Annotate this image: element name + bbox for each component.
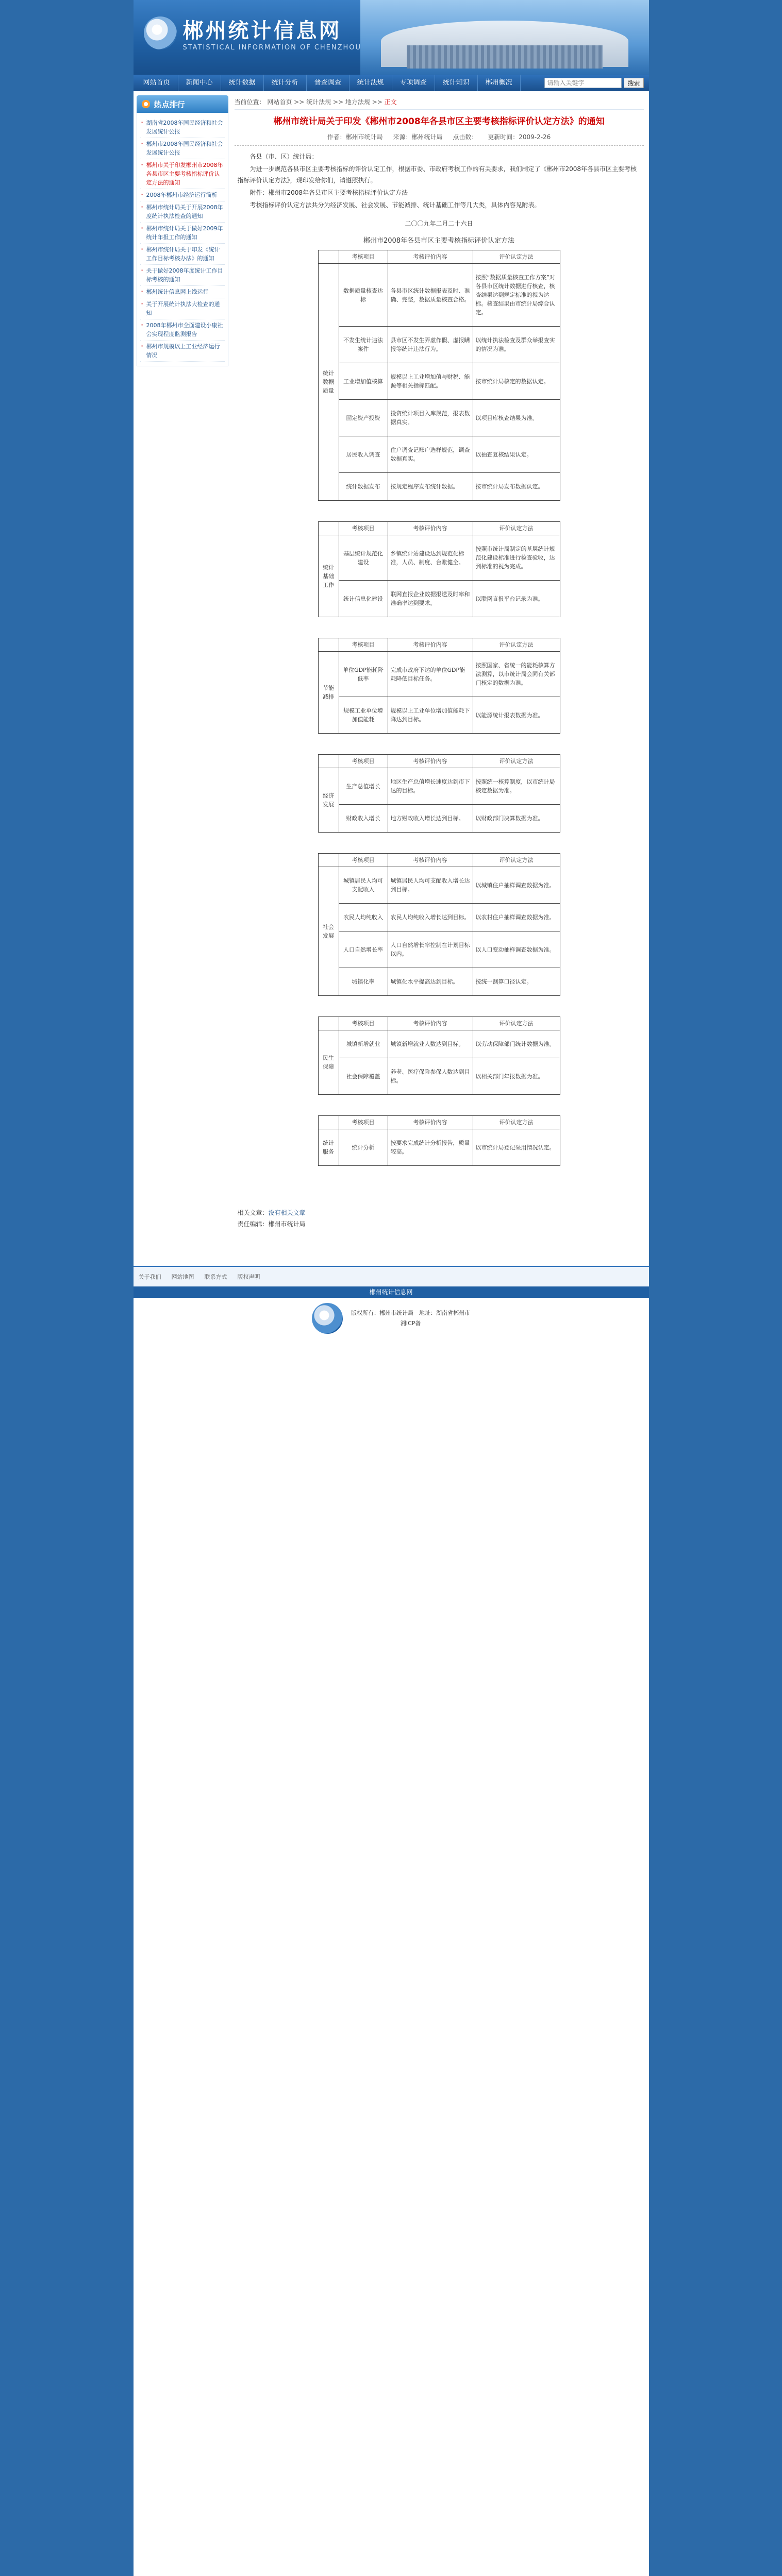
- table-cell-item: 财政收入增长: [339, 805, 388, 833]
- table-header-cell: 考核项目: [339, 854, 388, 867]
- table-cell-item: 统计信息化建设: [339, 581, 388, 617]
- table-cell-method: 以人口变动抽样调查数据为准。: [473, 931, 560, 968]
- search-box: [544, 78, 646, 88]
- search-input[interactable]: [544, 78, 622, 88]
- footer-link-about[interactable]: 关于我们: [138, 1274, 161, 1280]
- table-cell-item: 固定资产投资: [339, 400, 388, 436]
- hot-list: [137, 113, 228, 366]
- footer-text: [351, 1308, 470, 1329]
- nav-item-home[interactable]: 网站首页: [136, 75, 178, 91]
- table-row: [318, 581, 560, 617]
- table-cell-content: 住户调查记账户选样规范，调查数据真实。: [388, 436, 473, 473]
- table-cell-content: 按要求完成统计分析报告，质量较高。: [388, 1129, 473, 1166]
- table-cell-method: 以市统计局登记采用情况认定。: [473, 1129, 560, 1166]
- hot-list-item[interactable]: · 郴州统计信息网上线运行: [140, 286, 225, 298]
- article-editor: 责任编辑：郴州市统计局: [237, 1221, 306, 1228]
- footer-icp: 湘ICP备: [400, 1320, 421, 1327]
- nav-item-laws[interactable]: 统计法规: [350, 75, 392, 91]
- table-header-cell: 评价认定方法: [473, 1017, 560, 1030]
- table-group-cell: 民生保障: [318, 1030, 339, 1095]
- hot-list-item[interactable]: · 郴州市统计局关于开展2008年度统计执法检查的通知: [140, 201, 225, 223]
- footer: [134, 1298, 649, 1344]
- breadcrumb-path[interactable]: 网站首页 >> 统计法规 >> 地方法规: [267, 98, 370, 106]
- table-cell-method: 按市统计局发布数据认定。: [473, 473, 560, 501]
- table-cell-item: 城镇化率: [339, 968, 388, 996]
- table-cell-content: 地区生产总值增长速度达到市下达的目标。: [388, 768, 473, 805]
- table-header-cell: 考核评价内容: [388, 854, 473, 867]
- table-cell-content: 乡镇统计站建设达到规范化标准，人员、制度、台账健全。: [388, 535, 473, 581]
- table-header-cell: 评价认定方法: [473, 854, 560, 867]
- table-cell-method: 以财政部门决算数据为准。: [473, 805, 560, 833]
- table-cell-item: 社会保障覆盖: [339, 1058, 388, 1095]
- article-footer: [235, 1192, 644, 1235]
- footer-link-sitemap[interactable]: 网站地图: [171, 1274, 194, 1280]
- table-header-row: [318, 522, 560, 535]
- table-header-cell: 考核项目: [339, 522, 388, 535]
- table-cell-method: 以劳动保障部门统计数据为准。: [473, 1030, 560, 1058]
- table-cell-content: 投资统计项目入库规范，报表数据真实。: [388, 400, 473, 436]
- hot-list-item[interactable]: · 郴州市2008年国民经济和社会发展统计公报: [140, 138, 225, 159]
- table-cell-content: 城镇化水平提高达到目标。: [388, 968, 473, 996]
- article-date: 更新时间：2009-2-26: [488, 133, 551, 141]
- table-row: [318, 400, 560, 436]
- criteria-table: [318, 638, 560, 734]
- table-cell-content: 农民人均纯收入增长达到目标。: [388, 904, 473, 931]
- table-cell-method: 以能源统计报表数据为准。: [473, 697, 560, 734]
- table-row: [318, 363, 560, 400]
- site-name-en: STATISTICAL INFORMATION OF CHENZHOU: [182, 44, 362, 52]
- table-cell-content: 按规定程序发布统计数据。: [388, 473, 473, 501]
- table-header-cell: 考核项目: [339, 1017, 388, 1030]
- table-header-row: [318, 1017, 560, 1030]
- breadcrumb-prefix: 当前位置：: [234, 98, 265, 106]
- table-cell-content: 县市区不发生弄虚作假、虚报瞒报等统计违法行为。: [388, 327, 473, 363]
- table-cell-item: 规模工业单位增加值能耗: [339, 697, 388, 734]
- criteria-table: [318, 521, 560, 617]
- footer-copyright: 版权所有：郴州市统计局 地址：湖南省郴州市: [351, 1310, 470, 1316]
- nav-item-surveys[interactable]: 专项调查: [392, 75, 435, 91]
- table-cell-item: 单位GDP能耗降低率: [339, 652, 388, 697]
- article-paragraph: 各县（市、区）统计局：: [249, 153, 318, 160]
- hot-list-item[interactable]: · 郴州市统计局关于印发《统计工作目标考核办法》的通知: [140, 244, 225, 265]
- site-logo[interactable]: [144, 14, 362, 52]
- hot-list-item[interactable]: · 郴州市关于印发郴州市2008年各县市区主要考核指标评价认定方法的通知: [140, 159, 225, 189]
- table-row: [318, 327, 560, 363]
- hot-list-item[interactable]: · 湖南省2008年国民经济和社会发展统计公报: [140, 117, 225, 138]
- footer-links: [134, 1266, 649, 1286]
- table-header-cell: 考核评价内容: [388, 755, 473, 768]
- table-group-cell: 统计基础工作: [318, 535, 339, 617]
- table-cell-content: 养老、医疗保险参保人数达到目标。: [388, 1058, 473, 1095]
- page: [134, 0, 649, 2576]
- sidebar: [134, 91, 231, 1235]
- table-row: [318, 867, 560, 904]
- table-cell-method: 以联网直报平台记录为准。: [473, 581, 560, 617]
- table-header-blank: [318, 250, 339, 264]
- article-body: [235, 146, 644, 1192]
- table-header-cell: 考核评价内容: [388, 1116, 473, 1129]
- table-row: [318, 697, 560, 734]
- article-signature: 二〇〇九年二月二十六日: [405, 220, 473, 227]
- hot-list-item[interactable]: · 郴州市规模以上工业经济运行情况: [140, 341, 225, 362]
- table-header-cell: 考核项目: [339, 250, 388, 264]
- table-cell-item: 数据质量核查达标: [339, 264, 388, 327]
- table-cell-content: 地方财政收入增长达到目标。: [388, 805, 473, 833]
- table-header-row: [318, 638, 560, 652]
- table-row: [318, 436, 560, 473]
- table-row: [318, 768, 560, 805]
- table-caption: 郴州市2008年各县市区主要考核指标评价认定方法: [363, 237, 515, 245]
- table-header-cell: 考核项目: [339, 755, 388, 768]
- table-cell-item: 工业增加值核算: [339, 363, 388, 400]
- nav-item-census[interactable]: 普查调查: [307, 75, 350, 91]
- table-cell-item: 人口自然增长率: [339, 931, 388, 968]
- table-header-cell: 考核评价内容: [388, 1017, 473, 1030]
- table-group-cell: 经济发展: [318, 768, 339, 833]
- table-cell-item: 生产总值增长: [339, 768, 388, 805]
- article-source: 来源：郴州统计局: [393, 133, 443, 141]
- article-tables: [238, 235, 641, 1166]
- table-header-blank: [318, 755, 339, 768]
- table-row: [318, 473, 560, 501]
- table-row: [318, 904, 560, 931]
- table-group-cell: 节能减排: [318, 652, 339, 734]
- table-cell-method: 以城镇住户抽样调查数据为准。: [473, 867, 560, 904]
- banner-building-windows: [407, 45, 603, 69]
- table-header-blank: [318, 854, 339, 867]
- hot-list-item[interactable]: · 郴州市统计局关于做好2009年统计年报工作的通知: [140, 223, 225, 244]
- nav-item-knowledge[interactable]: 统计知识: [435, 75, 478, 91]
- table-header-cell: 考核项目: [339, 1116, 388, 1129]
- table-group-cell: 统计服务: [318, 1129, 339, 1166]
- table-header-row: [318, 755, 560, 768]
- related-article-link[interactable]: 没有相关文章: [268, 1209, 306, 1216]
- table-row: [318, 1129, 560, 1166]
- table-cell-content: 各县市区统计数据报表及时、准确、完整，数据质量核查合格。: [388, 264, 473, 327]
- hot-list-item[interactable]: · 2008年郴州市全面建设小康社会实现程度监测报告: [140, 319, 225, 341]
- table-header-blank: [318, 638, 339, 652]
- article-hits: 点击数：: [453, 133, 478, 141]
- table-header-cell: 评价认定方法: [473, 638, 560, 652]
- table-cell-method: 以农村住户抽样调查数据为准。: [473, 904, 560, 931]
- table-row: [318, 805, 560, 833]
- table-row: [318, 264, 560, 327]
- table-header-cell: 考核评价内容: [388, 250, 473, 264]
- table-cell-content: 人口自然增长率控制在计划目标以内。: [388, 931, 473, 968]
- nav-item-analysis[interactable]: 统计分析: [264, 75, 307, 91]
- site-banner: [134, 0, 649, 75]
- table-cell-content: 城镇居民人均可支配收入增长达到目标。: [388, 867, 473, 904]
- logo-emblem-icon: [144, 16, 177, 49]
- table-cell-method: 以项目库核查结果为准。: [473, 400, 560, 436]
- hot-list-item[interactable]: · 关于做好2008年度统计工作目标考核的通知: [140, 265, 225, 286]
- article-paragraph: 附件：郴州市2008年各县市区主要考核指标评价认定方法: [249, 189, 408, 196]
- table-row: [318, 1058, 560, 1095]
- related-label: 相关文章：: [237, 1209, 269, 1216]
- table-header-cell: 评价认定方法: [473, 522, 560, 535]
- table-cell-content: 城镇新增就业人数达到目标。: [388, 1030, 473, 1058]
- article-meta: [235, 130, 644, 146]
- footer-bar: 郴州统计信息网: [134, 1286, 649, 1298]
- table-header-row: [318, 250, 560, 264]
- criteria-table: [318, 1016, 560, 1095]
- footer-link-contact[interactable]: 联系方式: [204, 1274, 227, 1280]
- table-cell-item: 统计数据发布: [339, 473, 388, 501]
- main-content: [231, 91, 649, 1235]
- table-row: [318, 1030, 560, 1058]
- table-header-row: [318, 854, 560, 867]
- breadcrumb: 当前位置： 网站首页 >> 统计法规 >> 地方法规 >> 正文: [235, 95, 644, 110]
- table-cell-method: 以相关部门年报数据为准。: [473, 1058, 560, 1095]
- body-wrap: [134, 91, 649, 1235]
- criteria-table: [318, 754, 560, 833]
- table-cell-method: 按市统计局核定的数据认定。: [473, 363, 560, 400]
- table-header-cell: 考核评价内容: [388, 522, 473, 535]
- table-cell-method: 按照国家、省统一的能耗核算方法测算，以市统计局会同有关部门核定的数据为准。: [473, 652, 560, 697]
- table-cell-method: 以统计执法检查及群众举报查实的情况为准。: [473, 327, 560, 363]
- table-cell-item: 农民人均纯收入: [339, 904, 388, 931]
- table-row: [318, 931, 560, 968]
- table-header-cell: 评价认定方法: [473, 755, 560, 768]
- table-cell-method: 按照市统计局制定的基层统计规范化建设标准进行检查验收，达到标准的视为完成。: [473, 535, 560, 581]
- table-header-cell: 评价认定方法: [473, 1116, 560, 1129]
- nav-item-news[interactable]: 新闻中心: [178, 75, 221, 91]
- table-cell-method: 按照“数据质量核查工作方案”对各县市区统计数据进行核查，核查结果达到规定标准的视为达标。核查结果由市统计局综合认定。: [473, 264, 560, 327]
- table-cell-item: 城镇新增就业: [339, 1030, 388, 1058]
- table-cell-item: 基层统计规范化建设: [339, 535, 388, 581]
- nav-item-overview[interactable]: 郴州概况: [478, 75, 521, 91]
- sidebar-title: 热点排行: [137, 95, 228, 113]
- table-cell-method: 按照统一核算制度，以市统计局核定数据为准。: [473, 768, 560, 805]
- table-header-blank: [318, 1116, 339, 1129]
- table-header-cell: 考核项目: [339, 638, 388, 652]
- criteria-table: [318, 853, 560, 996]
- hot-list-item[interactable]: · 关于开展统计执法大检查的通知: [140, 298, 225, 319]
- table-header-cell: 考核评价内容: [388, 638, 473, 652]
- article-title: 郴州市统计局关于印发《郴州市2008年各县市区主要考核指标评价认定方法》的通知: [273, 116, 605, 127]
- table-cell-content: 规模以上工业单位增加值能耗下降达到目标。: [388, 697, 473, 734]
- table-cell-method: 以抽查复核结果认定。: [473, 436, 560, 473]
- article-author: 作者：郴州市统计局: [327, 133, 383, 141]
- footer-link-copyright[interactable]: 版权声明: [237, 1274, 260, 1280]
- main-nav: [134, 75, 649, 91]
- logo-text: [183, 14, 362, 52]
- breadcrumb-current: 正文: [384, 98, 397, 106]
- table-header-cell: 评价认定方法: [473, 250, 560, 264]
- nav-item-data[interactable]: 统计数据: [221, 75, 264, 91]
- table-row: [318, 535, 560, 581]
- table-cell-item: 城镇居民人均可支配收入: [339, 867, 388, 904]
- article-paragraph: 为进一步规范各县市区主要考核指标的评价认定工作，根据市委、市政府考核工作的有关要求，我们制定了《郴州市2008年各县市区主要考核指标评价认定方法》，现印发给你们，请遵照执行。: [237, 165, 637, 184]
- footer-logo-icon: [312, 1303, 343, 1334]
- table-group-cell: 统计数据质量: [318, 264, 339, 501]
- table-header-blank: [318, 522, 339, 535]
- table-cell-content: 规模以上工业增加值与财税、能源等相关指标匹配。: [388, 363, 473, 400]
- table-row: [318, 652, 560, 697]
- table-cell-content: 完成市政府下达的单位GDP能耗降低目标任务。: [388, 652, 473, 697]
- criteria-table: [318, 250, 560, 501]
- table-header-blank: [318, 1017, 339, 1030]
- table-header-row: [318, 1116, 560, 1129]
- search-button[interactable]: 搜索: [624, 78, 643, 88]
- table-cell-content: 联网直报企业数据报送及时率和准确率达到要求。: [388, 581, 473, 617]
- criteria-table: [318, 1115, 560, 1166]
- table-row: [318, 968, 560, 996]
- hot-list-item[interactable]: · 2008年郴州市经济运行简析: [140, 189, 225, 201]
- table-cell-item: 居民收入调查: [339, 436, 388, 473]
- site-name-cn: 郴州统计信息网: [182, 19, 342, 43]
- table-cell-item: 统计分析: [339, 1129, 388, 1166]
- table-cell-method: 按统一测算口径认定。: [473, 968, 560, 996]
- table-cell-item: 不发生统计违法案件: [339, 327, 388, 363]
- table-group-cell: 社会发展: [318, 867, 339, 996]
- article-paragraph: 考核指标评价认定方法共分为经济发展、社会发展、节能减排、统计基础工作等几大类，具体内容见附表。: [249, 201, 541, 209]
